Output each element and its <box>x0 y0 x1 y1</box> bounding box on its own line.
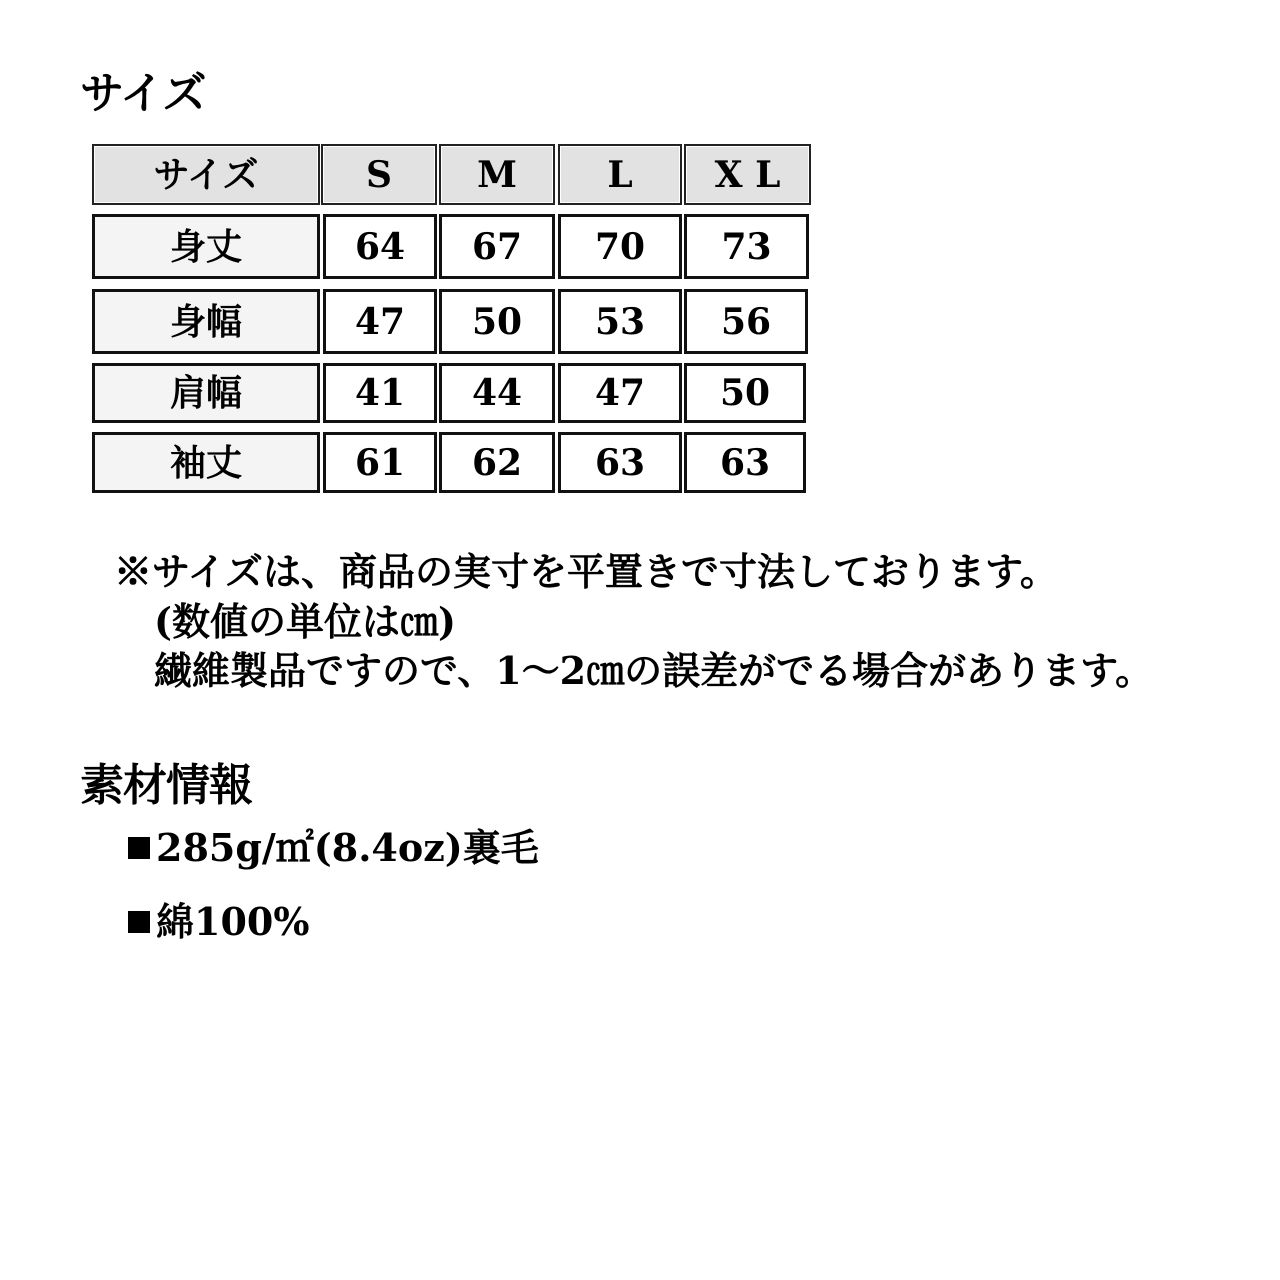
table-cell: 50 <box>684 363 806 423</box>
table-cell: 56 <box>684 289 808 354</box>
black-square-icon <box>128 911 150 933</box>
material-item-text: 綿100% <box>156 899 310 944</box>
column-header-xl: X L <box>684 144 811 205</box>
black-square-icon <box>128 837 150 859</box>
table-cell: 47 <box>558 363 682 423</box>
size-note-tolerance: 繊維製品ですので、1～2㎝の誤差がでる場合があります。 <box>154 648 1154 693</box>
material-item-composition <box>128 899 310 944</box>
column-header-l: L <box>558 144 682 205</box>
row-label-shoulder-width: 肩幅 <box>92 363 320 423</box>
table-cell: 63 <box>684 432 806 493</box>
row-label-sleeve-length: 袖丈 <box>92 432 320 493</box>
table-cell: 63 <box>558 432 682 493</box>
table-cell: 47 <box>323 289 437 354</box>
table-cell: 67 <box>439 214 555 279</box>
material-item-text: 285g/㎡(8.4oz)裏毛 <box>156 825 539 870</box>
table-cell: 50 <box>439 289 555 354</box>
table-cell: 62 <box>439 432 555 493</box>
column-header-m: M <box>439 144 555 205</box>
size-note-unit: (数値の単位は㎝) <box>154 599 456 644</box>
table-cell: 53 <box>558 289 682 354</box>
table-cell: 64 <box>323 214 437 279</box>
material-item-weight <box>128 825 539 870</box>
table-cell: 44 <box>439 363 555 423</box>
size-note-measurement: ※サイズは、商品の実寸を平置きで寸法しております。 <box>114 549 1058 594</box>
column-header-s: S <box>321 144 437 205</box>
table-cell: 70 <box>558 214 682 279</box>
table-cell: 41 <box>323 363 437 423</box>
material-heading: 素材情報 <box>80 760 252 811</box>
row-label-body-length: 身丈 <box>92 214 320 279</box>
row-label-body-width: 身幅 <box>92 289 320 354</box>
table-cell: 73 <box>684 214 809 279</box>
column-header-size: サイズ <box>92 144 320 205</box>
table-cell: 61 <box>323 432 437 493</box>
size-heading: サイズ <box>80 68 206 119</box>
